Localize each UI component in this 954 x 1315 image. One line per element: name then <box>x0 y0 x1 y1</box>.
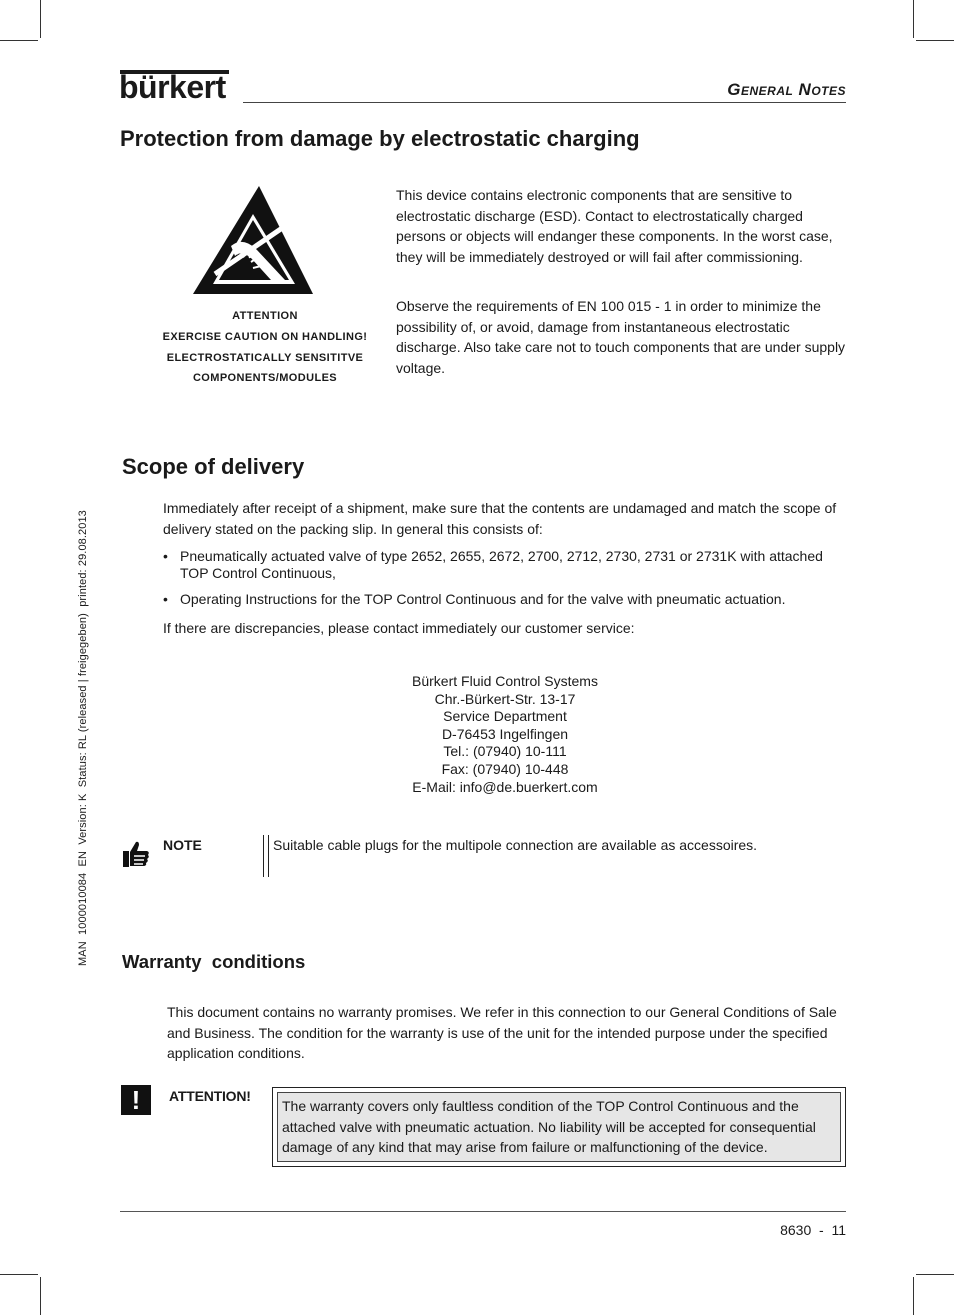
crop-mark <box>0 1274 38 1275</box>
esd-caption <box>150 306 380 389</box>
attention-text: The warranty covers only faultless condition of the TOP Control Continuous and the attached valve with pneumatic actuation. No liability will be accepted for consequential damage of any kind that may arise from failure or malfunctioning of the device. <box>282 1098 816 1156</box>
address-line: Bürkert Fluid Control Systems <box>412 673 598 689</box>
discrepancy-text: If there are discrepancies, please contact immediately our customer service: <box>163 620 635 636</box>
address-line: Tel.: (07940) 10-111 <box>443 743 567 760</box>
note-label: NOTE <box>163 837 202 853</box>
esd-caption-line: ATTENTION <box>232 310 298 322</box>
crop-mark <box>40 1277 41 1315</box>
attention-label: ATTENTION! <box>169 1088 251 1104</box>
esd-paragraph: Observe the requirements of EN 100 015 - 1 in order to minimize the possibility of, or avoid, damage from instantaneous electrostatic discharge. Also take care not to touch components that are under supply voltage. <box>396 298 846 376</box>
warranty-text: This document contains no warranty promises. We refer in this connection to our General Conditions of Sale and Business. The condition for the warranty is use of the unit for the intended purpose under the specified application conditions. <box>167 1004 837 1062</box>
service-address <box>355 673 655 796</box>
note-divider <box>263 835 264 877</box>
list-item-text: Operating Instructions for the TOP Control Continuous and for the valve with pneumatic actuation. <box>180 591 786 607</box>
email-address: E-Mail: info@de.buerkert.com <box>412 778 598 795</box>
address-line: Fax: (07940) 10-448 <box>441 760 569 777</box>
document-side-note: MAN 1000010084 EN Version: K Status: RL (released | freigegeben) printed: 29.08.2013 <box>77 510 89 966</box>
header-rule <box>243 102 846 103</box>
section-title: General Notes <box>727 80 846 99</box>
crop-mark <box>40 0 41 38</box>
esd-paragraph: This device contains electronic components that are sensitive to electrostatic discharge (ESD). Contact to electrostatically charged persons or objects will endanger these components. In the worst case, they will be immediately destroyed or will fail after commissioning. <box>396 187 833 265</box>
address-line: Chr.-Bürkert-Str. 13-17 <box>434 690 576 707</box>
warranty-heading: Warranty conditions <box>122 951 306 972</box>
esd-heading: Protection from damage by electrostatic charging <box>120 126 640 151</box>
bullet-dot: • <box>163 591 168 607</box>
exclamation-icon: ! <box>121 1085 151 1115</box>
esd-caption-line: ELECTROSTATICALLY SENSITITVE <box>166 351 364 364</box>
crop-mark <box>916 40 954 41</box>
list-item-text: Pneumatically actuated valve of type 2652, 2655, 2672, 2700, 2712, 2730, 2731 or 2731K with attached TOP Control Continuous, <box>180 548 823 581</box>
brand-logo <box>120 70 232 104</box>
footer-rule <box>120 1211 846 1212</box>
note-text: Suitable cable plugs for the multipole connection are available as accessoires. <box>273 837 758 853</box>
crop-mark <box>916 1274 954 1275</box>
bullet-dot: • <box>163 548 168 564</box>
address-line: D-76453 Ingelfingen <box>441 725 569 742</box>
esd-caption-line: EXERCISE CAUTION ON HANDLING! <box>162 330 368 343</box>
page-number: 8630 - 11 <box>780 1222 846 1238</box>
crop-mark <box>913 1277 914 1315</box>
crop-mark <box>913 0 914 38</box>
address-line: Service Department <box>443 708 567 725</box>
crop-mark <box>0 40 38 41</box>
esd-caption-line: COMPONENTS/MODULES <box>192 372 338 385</box>
hand-pointing-icon <box>121 839 151 869</box>
logo-text: bürkert <box>119 69 226 105</box>
scope-heading: Scope of delivery <box>122 454 305 479</box>
esd-warning-icon <box>191 184 315 296</box>
note-divider <box>268 835 269 877</box>
scope-intro: Immediately after receipt of a shipment, make sure that the contents are undamaged and match the scope of delivery stated on the packing slip. In general this consists of: <box>163 500 837 537</box>
